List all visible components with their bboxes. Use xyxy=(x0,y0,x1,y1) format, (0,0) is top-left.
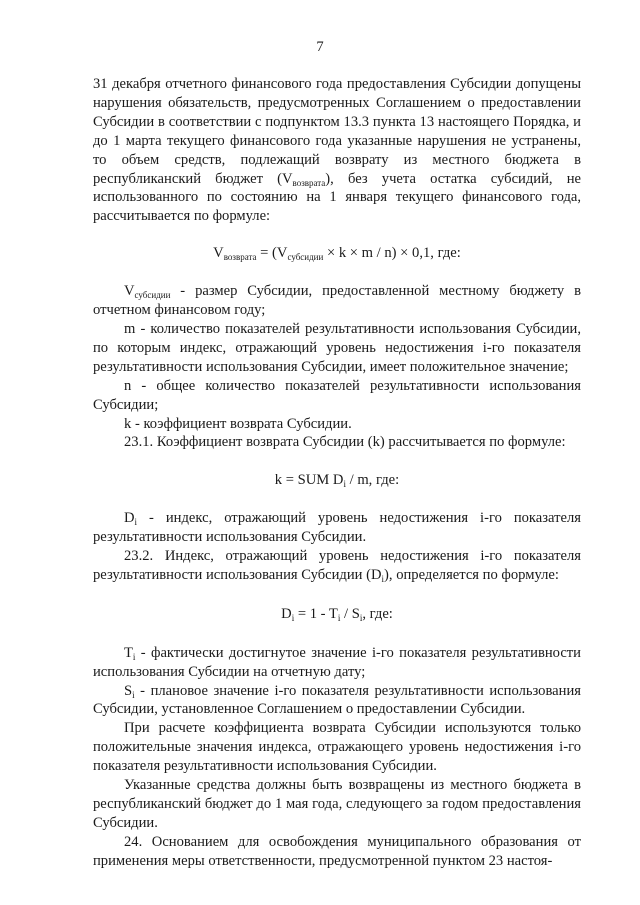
formula-di: $D_i = 1 - T_i / S_i$, где: xyxy=(281,605,393,623)
document-body xyxy=(93,75,581,871)
paragraph-calculation-note: При расчете коэффициента возврата Субсидии используются только положительные значения индекса, отражающего уровень недостижения i-го показателя результативности использования Субсидии. xyxy=(93,720,581,775)
definition-v-subsidy: $V_{субсидии}$ - размер Субсидии, предоставленной местному бюджету в отчетном финансовом году; xyxy=(93,283,581,319)
paragraph-24: 24. Основанием для освобождения муниципального образования от применения меры ответственности, предусмотренной пунктом 23 настоя- xyxy=(93,833,581,869)
definition-k: k - коэффициент возврата Субсидии. xyxy=(124,415,352,432)
paragraph-return-deadline: Указанные средства должны быть возвращены из местного бюджета в республиканский бюджет до 1 мая года, следующего за годом предоставления Субсидии. xyxy=(93,777,581,831)
page-number: 7 xyxy=(316,39,324,55)
formula-k: k = SUM $D_i$ / m, где: xyxy=(274,472,400,490)
definition-ti: $T_i$ - фактически достигнутое значение i-го показателя результативности использования Субсидии на отчетную дату; xyxy=(93,644,581,680)
definition-si: $S_i$ - плановое значение i-го показателя результативности использования Субсидии, установленное Соглашением о предоставлении Субсидии. xyxy=(93,682,581,718)
formula-v-return: $V_{возврата} = (V_{субсидии} \times k \times m / n) \times 0,1$, где: xyxy=(213,245,461,263)
paragraph-23-2: 23.2. Индекс, отражающий уровень недостижения i-го показателя результативности использования Субсидии $(D_i)$, определяется по формуле: xyxy=(93,548,581,584)
definition-n: n - общее количество показателей результативности использования Субсидии; xyxy=(93,377,581,413)
paragraph-23-1: 23.1. Коэффициент возврата Субсидии (k) рассчитывается по формуле: xyxy=(124,434,566,451)
definition-di: $D_i$ - индекс, отражающий уровень недостижения i-го показателя результативности использования Субсидии. xyxy=(93,510,581,546)
definition-m: m - количество показателей результативности использования Субсидии, по которым индекс, отражающий уровень недостижения i-го показателя результативности использования Субсидии, имеет положительное значение; xyxy=(93,320,581,375)
paragraph-return-conditions: 31 декабря отчетного финансового года предоставления Субсидии допущены нарушения обязательств, предусмотренных Соглашением о предоставлении Субсидии в соответствии с подпунктом 13.3 пункта 13 настоящего Порядка, и до 1 марта текущего финансового года указанные нарушения не устранены, то объем средств, подлежащий возврату из местного бюджета в республиканский бюджет $(V_{возврата})$, без учета остатка субсидий, не использованного по состоянию на 1 января текущего финансового года, рассчитывается по формуле: xyxy=(93,76,581,225)
